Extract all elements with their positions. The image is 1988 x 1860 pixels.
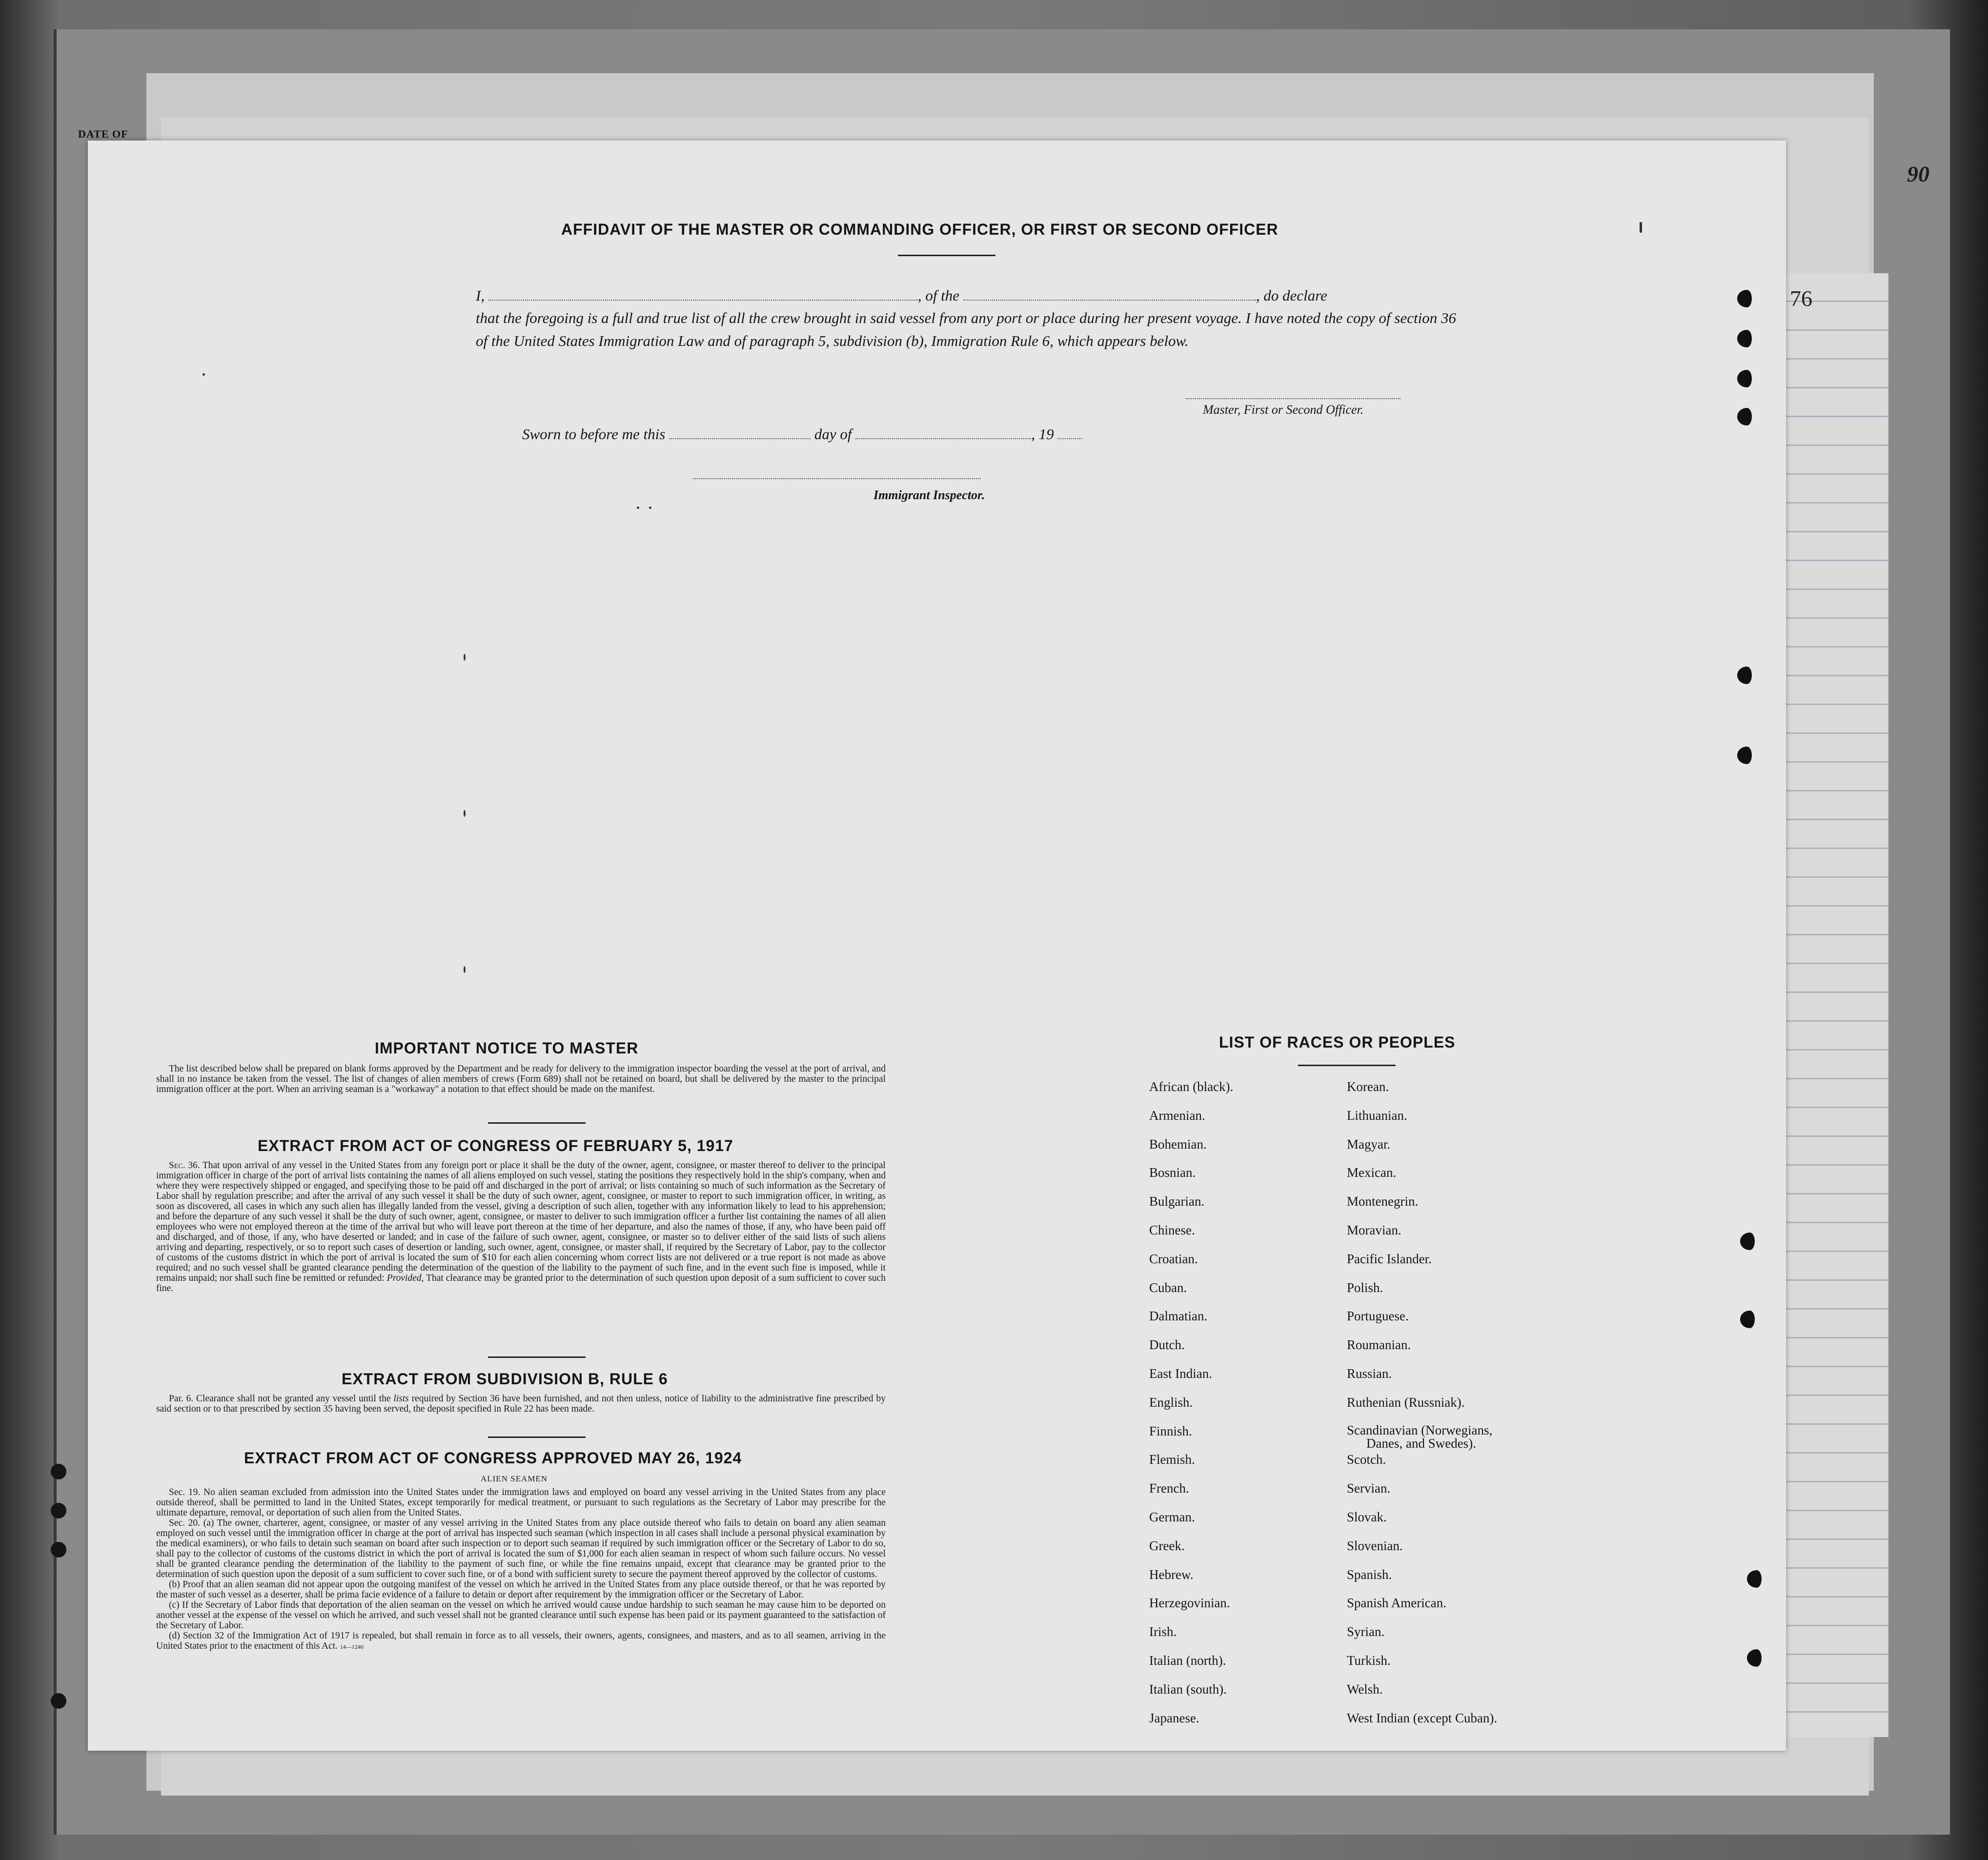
race-item: Finnish.: [1149, 1423, 1192, 1438]
race-item: Japanese.: [1149, 1710, 1199, 1725]
rule-6-title: EXTRACT FROM SUBDIVISION B, RULE 6: [342, 1370, 668, 1388]
punch-hole: [1737, 747, 1757, 764]
race-item: Dalmatian.: [1149, 1309, 1208, 1324]
race-item: Hebrew.: [1149, 1567, 1194, 1582]
punch-hole: [1740, 1233, 1760, 1250]
race-item: Servian.: [1347, 1481, 1391, 1496]
race-item: Irish.: [1149, 1624, 1177, 1639]
race-item: Dutch.: [1149, 1337, 1185, 1353]
declaration-prefix: I,: [476, 287, 485, 304]
punch-hole: [1737, 667, 1757, 684]
race-item: Herzegovinian.: [1149, 1596, 1230, 1611]
binder-hole: [51, 1464, 66, 1479]
race-item: Spanish.: [1347, 1567, 1392, 1582]
sworn-year-label: , 19: [1031, 425, 1054, 443]
section-20d-text: (d) Section 32 of the Immigration Act of 1917 is repealed, but shall remain in force as to all vessels, their owners, agents, consignees, and masters, and as to all seamen, arriving in the United States prior to the enactment of this Act.: [156, 1631, 886, 1651]
race-item: West Indian (except Cuban).: [1347, 1710, 1498, 1725]
section-36-end: That clearance may be granted prior to the determination of such question upon deposit of a sum sufficient to cover such fine.: [156, 1273, 886, 1294]
race-item: Lithuanian.: [1347, 1108, 1407, 1123]
binder-hole: [51, 1503, 66, 1518]
divider: [488, 1436, 586, 1438]
sworn-prefix: Sworn to before me this: [522, 425, 666, 443]
inspector-label: Immigrant Inspector.: [873, 488, 985, 502]
binder-label: DATE OF: [78, 128, 128, 140]
notice-text: [156, 1064, 886, 1094]
race-item: Scotch.: [1347, 1452, 1386, 1467]
punch-hole: [1737, 330, 1757, 347]
punch-hole: [1737, 290, 1757, 307]
scan-speck: [464, 966, 466, 973]
punch-hole: [1747, 1649, 1766, 1667]
declaration-suffix: , do declare: [1256, 287, 1327, 304]
rule-6-text-a: Par. 6. Clearance shall not be granted any vessel until the: [169, 1394, 391, 1404]
race-item: Italian (south).: [1149, 1681, 1227, 1697]
race-item: Spanish American.: [1347, 1596, 1446, 1611]
lists-word: lists: [393, 1394, 409, 1404]
section-19: Sec. 19. No alien seaman excluded from admission into the United States under the immigration laws and employed on board any vessel arriving in the United States from any place outside thereof, shall be permitted to land in the United States, except temporarily for medical treatment, or pursuant to such regulations as the Secretary of Labor may prescribe for the ultimate departure, removal, or deportation of such alien from the United States.: [156, 1487, 886, 1518]
race-item: Chinese.: [1149, 1222, 1195, 1237]
section-20d: [156, 1631, 886, 1652]
form-number: 14—1240: [340, 1643, 364, 1650]
race-item: Portuguese.: [1347, 1309, 1409, 1324]
signature-field[interactable]: [1186, 398, 1400, 399]
race-item: Pacific Islander.: [1347, 1251, 1432, 1266]
race-item-continued: Danes, and Swedes).: [1366, 1435, 1476, 1451]
race-item: Bosnian.: [1149, 1165, 1196, 1180]
race-item: Slovenian.: [1347, 1538, 1403, 1553]
race-item: East Indian.: [1149, 1366, 1212, 1381]
page-number: 90: [1907, 162, 1929, 186]
sworn-month-field[interactable]: [855, 427, 1031, 439]
scan-speck: [464, 810, 466, 817]
race-item: Bulgarian.: [1149, 1194, 1205, 1209]
punch-hole: [1737, 408, 1757, 425]
race-item: Slovak.: [1347, 1509, 1387, 1524]
race-item: Flemish.: [1149, 1452, 1195, 1467]
divider: [898, 255, 995, 256]
race-item: Italian (north).: [1149, 1653, 1226, 1668]
section-20c: (c) If the Secretary of Labor finds that deportation of the alien seaman on the vessel on which he arrived would cause undue hardship to such seaman he may cause him to be deported on another vessel at the expense of the vessel on which he arrived, and such vessel shall not be granted clearance until such expense has been paid or its payment guaranteed to the satisfaction of the Secretary of Labor.: [156, 1600, 886, 1631]
ruled-back-page: [1776, 273, 1888, 1737]
notice-title: IMPORTANT NOTICE TO MASTER: [375, 1039, 639, 1057]
race-item: Cuban.: [1149, 1280, 1187, 1295]
race-item: Bohemian.: [1149, 1136, 1207, 1152]
punch-hole: [1737, 370, 1757, 387]
sworn-line: [522, 425, 1205, 443]
divider: [488, 1356, 586, 1358]
race-item-multiline: [1347, 1424, 1497, 1453]
races-right-column: [1347, 1079, 1497, 1739]
affidavit-title: AFFIDAVIT OF THE MASTER OR COMMANDING OFFICER, OR FIRST OR SECOND OFFICER: [561, 221, 1278, 238]
extract-1924-text: [156, 1487, 886, 1652]
alien-seamen-subtitle: ALIEN SEAMEN: [481, 1474, 548, 1483]
scan-speck: [203, 373, 205, 376]
race-item: Russian.: [1347, 1366, 1392, 1381]
provided-word: Provided,: [386, 1273, 424, 1283]
race-item: Polish.: [1347, 1280, 1383, 1295]
race-item: Mexican.: [1347, 1165, 1397, 1180]
race-item: Syrian.: [1347, 1624, 1385, 1639]
vessel-name-field[interactable]: [963, 289, 1256, 301]
race-item: Roumanian.: [1347, 1337, 1411, 1353]
section-20b: (b) Proof that an alien seaman did not appear upon the outgoing manifest of the vessel on which he arrived in the United States from any place outside thereof, or that he was reported by the master of such vessel as a deserter, shall be prima facie evidence of a failure to detain or deport after requirement by the immigration officer or the Secretary of Labor.: [156, 1579, 886, 1600]
scan-speck: [637, 506, 639, 509]
affidavit-declaration-line: [476, 287, 1452, 304]
race-item: French.: [1149, 1481, 1189, 1496]
master-name-field[interactable]: [488, 289, 918, 301]
scan-speck: [649, 506, 651, 509]
affidavit-body: that the foregoing is a full and true list of all the crew brought in said vessel from any port or place during her present voyage. I have noted the copy of section 36 of the United States Immigration Law and of paragraph 5, subdivision (b), Immigration Rule 6, which appears below.: [476, 309, 1456, 349]
rule-6-paragraph: [156, 1394, 886, 1414]
signature-label: Master, First or Second Officer.: [1203, 403, 1364, 417]
notice-paragraph: The list described below shall be prepared on blank forms approved by the Department and be ready for delivery to the immigration inspector boarding the vessel at the port of arrival, and shall in no instance be taken from the vessel. The list of changes of alien members of crews (Form 689) shall not be retained on board, but shall be delivered by the master to the principal immigration officer at the port. When an arriving seaman is a "workaway" a notation to that effect should be made on the manifest.: [156, 1064, 886, 1094]
scan-speck: [1640, 222, 1642, 233]
section-36-paragraph: [156, 1160, 886, 1294]
extract-1917-text: [156, 1160, 886, 1294]
race-item: Korean.: [1347, 1079, 1389, 1094]
extract-1917-title: EXTRACT FROM ACT OF CONGRESS OF FEBRUARY 5, 1917: [258, 1137, 733, 1154]
punch-hole: [1747, 1570, 1766, 1588]
race-item: African (black).: [1149, 1079, 1234, 1094]
binder-hole: [51, 1693, 66, 1709]
rule-6-text: [156, 1394, 886, 1414]
declaration-mid: , of the: [917, 287, 960, 304]
section-20a: Sec. 20. (a) The owner, charterer, agent, consignee, or master of any vessel arriving in the United States from any place outside thereof who fails to detain on board any alien seaman employed on such vessel until the immigration officer in charge at the port of arrival has inspected such seaman (which inspection in all cases shall include a personal physical examination by the medical examiners), or who fails to detain such seaman on board after such inspection or to deport such seaman if required by such immigration officer or the Secretary of Labor to do so, shall pay to the collector of customs of the customs district in which the port of arrival is located the sum of $1,000 for each alien seaman in respect of whom such failure occurs. No vessel shall be granted clearance pending the determination of the liability to the payment of such fine, or while the fine remains unpaid, except that clearance may be granted prior to the determination of such question upon the deposit of a sum sufficient to cover such fine, or of a bond with sufficient surety to secure the payment thereof approved by the collector of customs.: [156, 1518, 886, 1579]
sworn-year-field[interactable]: [1057, 427, 1082, 439]
race-item: Greek.: [1149, 1538, 1185, 1553]
binder-hole: [51, 1542, 66, 1557]
race-item: Ruthenian (Russniak).: [1347, 1395, 1465, 1410]
rule-6-text-b: required by Section 36 have been furnished, and not then unless, notice of liability to the administrative fine prescribed by said section or to that prescribed by section 35 having been served, the deposit specified in Rule 22 has been made.: [156, 1394, 886, 1414]
sworn-day-field[interactable]: [669, 427, 811, 439]
race-item: Armenian.: [1149, 1108, 1205, 1123]
extract-1924-title: EXTRACT FROM ACT OF CONGRESS APPROVED MAY 26, 1924: [244, 1449, 742, 1467]
back-page-number: 76: [1790, 286, 1812, 311]
race-item: German.: [1149, 1509, 1195, 1524]
race-item: Turkish.: [1347, 1653, 1391, 1668]
race-item: English.: [1149, 1395, 1193, 1410]
races-title: LIST OF RACES OR PEOPLES: [1219, 1033, 1456, 1051]
race-item: Welsh.: [1347, 1681, 1383, 1697]
sworn-day-label: day of: [814, 425, 852, 443]
section-36-text: That upon arrival of any vessel in the United States from any foreign port or place it shall be the duty of the owner, agent, consignee, or master thereof to deliver to the principal immigration officer in charge of the port of arrival lists containing the names of all aliens employed on such vessel, stating the positions they respectively hold in the ship's company, when and where they were respectively shipped or engaged, and specifying those to be paid off and discharged in the port of arrival; or lists containing so much of such information as the Secretary of Labor shall by regulation prescribe; and after the arrival of any such vessel it shall be the duty of such owner, agent, consignee, or master to report to such immigration officer, in writing, as soon as discovered, all cases in which any such alien has illegally landed from the vessel, giving a description of such alien, together with any information likely to lead to his apprehension; and before the departure of any such vessel it shall be the duty of such owner, agent, consignee, or master to deliver to such immigration officer a further list containing the names of all alien employees who were not employed thereon at the time of the arrival but who will leave port thereon at the time of her departure, and also the names of those, if any, who have been paid off and discharged, and of those, if any, who have deserted or landed; and in case of the failure of such owner, agent, consignee, or master so to deliver either of the said lists of such aliens arriving and departing, respectively, or so to report such cases of desertion or landing, such owner, agent, consignee, or master shall, if required by the Secretary of Labor, pay to the collector of customs of the customs district in which the port of arrival is located the sum of $10 for each alien concerning whom correct lists are not delivered or a true report is not made as above required; and no such vessel shall be granted clearance pending the determination of the question of the liability to the payment of such fine, and in the event such fine is imposed, while it remains unpaid; nor shall such fine be remitted or refunded:: [156, 1160, 886, 1283]
race-item: Montenegrin.: [1347, 1194, 1419, 1209]
races-left-column: [1149, 1079, 1233, 1739]
race-item: Moravian.: [1347, 1222, 1401, 1237]
inspector-signature-field[interactable]: [693, 478, 981, 479]
punch-hole: [1740, 1311, 1760, 1328]
race-item: Magyar.: [1347, 1136, 1391, 1152]
divider: [1298, 1065, 1396, 1066]
scan-speck: [464, 654, 466, 661]
race-item: Croatian.: [1149, 1251, 1198, 1266]
section-label: Sec. 36.: [169, 1160, 200, 1171]
race-item: Scandinavian (Norwegians,: [1347, 1422, 1493, 1437]
divider: [488, 1122, 586, 1124]
